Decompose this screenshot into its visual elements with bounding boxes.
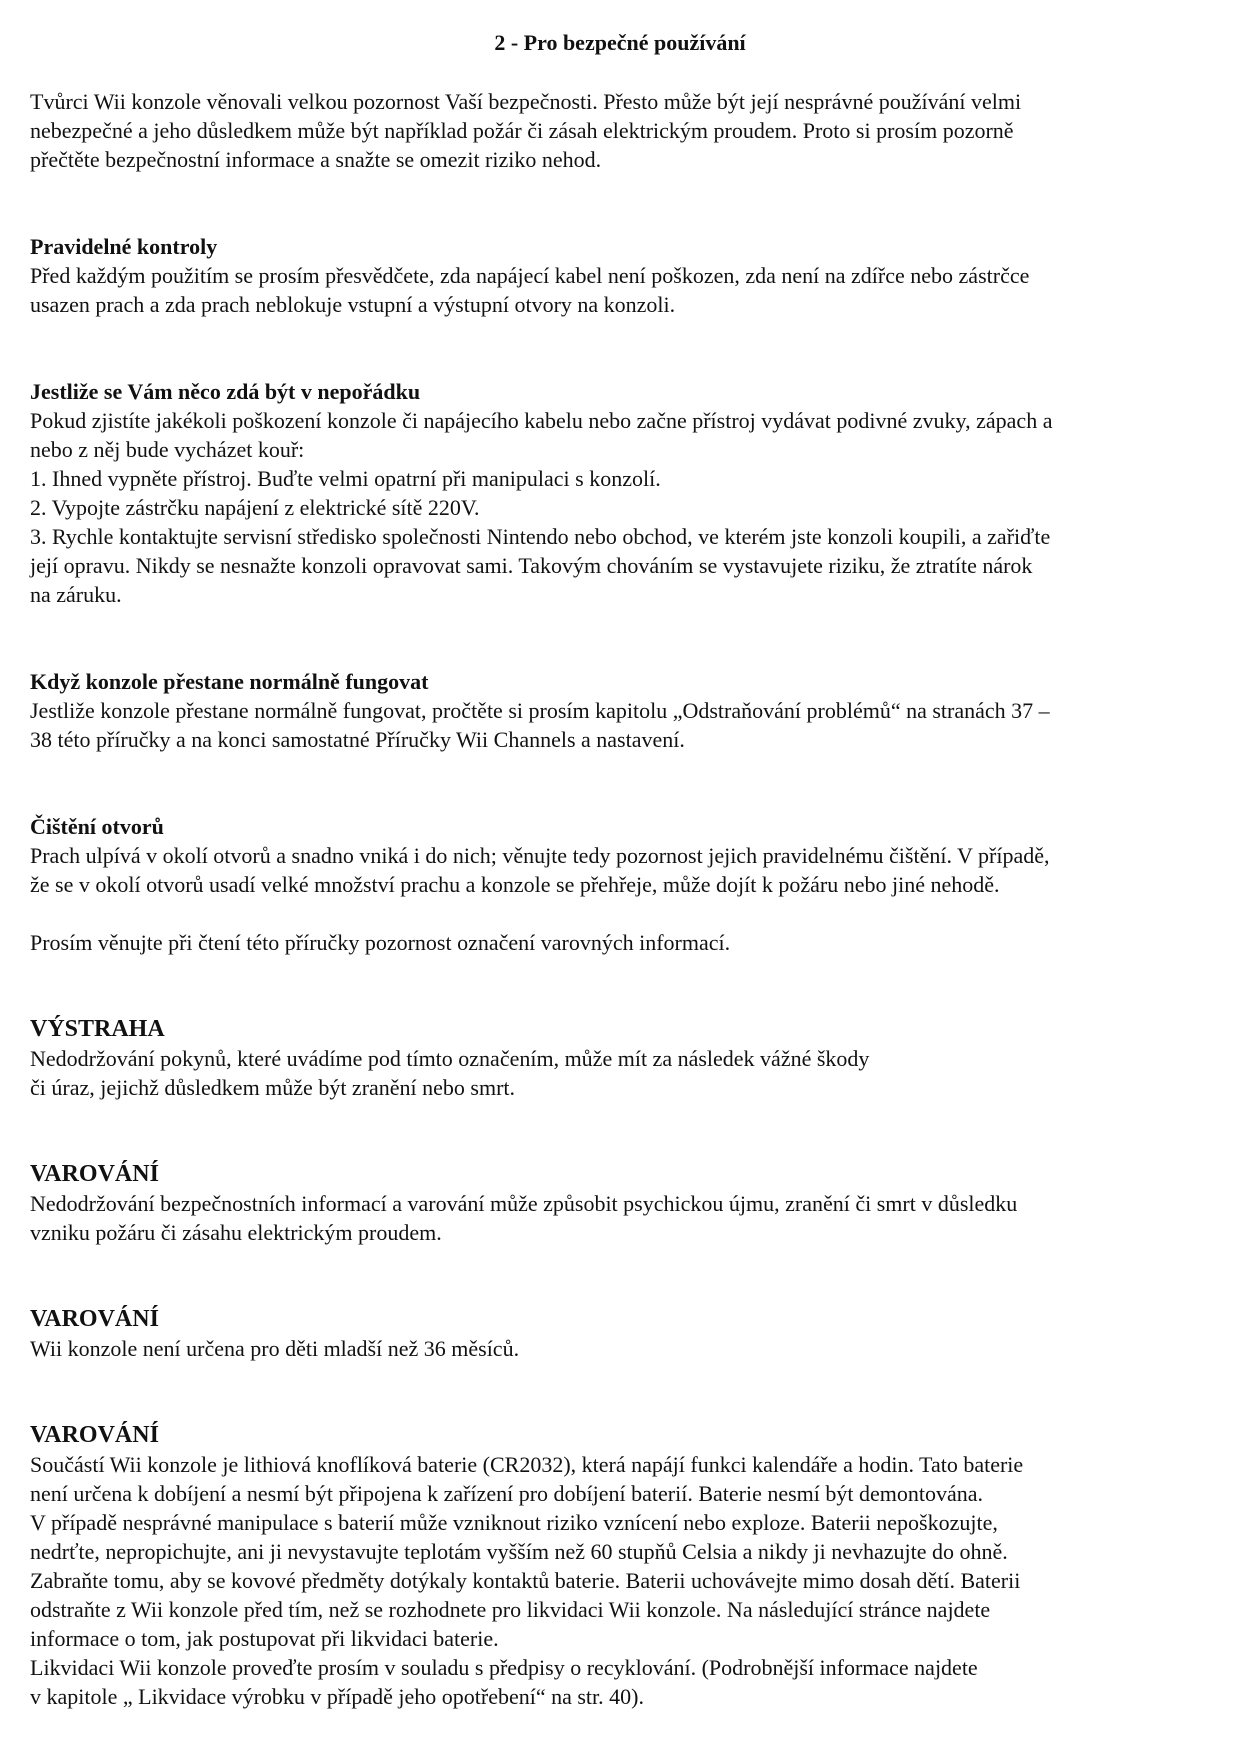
section-line: nebo z něj bude vycházet kouř: — [30, 437, 305, 462]
section-heading: Když konzole přestane normálně fungovat — [30, 669, 429, 694]
section-heading: Čištění otvorů — [30, 814, 164, 839]
intro-paragraph — [30, 87, 1210, 174]
section-line: Pokud zjistíte jakékoli poškození konzole či napájecího kabelu nebo začne přístroj vydávat podivné zvuky, zápach a — [30, 408, 1053, 433]
section-line: 2. Vypojte zástrčku napájení z elektrické sítě 220V. — [30, 495, 480, 520]
section-line: Jestliže konzole přestane normálně fungovat, pročtěte si prosím kapitolu „Odstraňování problémů“ na stranách 37 – — [30, 698, 1050, 723]
section-neporadek — [30, 377, 1210, 609]
section-heading: Jestliže se Vám něco zdá být v nepořádku — [30, 379, 421, 404]
section-line: Nedodržování pokynů, které uvádíme pod tímto označením, může mít za následek vážné škody — [30, 1046, 870, 1071]
section-fungovani — [30, 667, 1210, 754]
section-line: Wii konzole není určena pro děti mladší než 36 měsíců. — [30, 1336, 520, 1361]
section-line: nedrťte, nepropichujte, ani ji nevystavujte teplotám vyšším než 60 stupňů Celsia a nikdy ji nevhazujte do ohně. — [30, 1539, 1008, 1564]
section-line: vzniku požáru či zásahu elektrickým proudem. — [30, 1220, 442, 1245]
section-line: 38 této příručky a na konci samostatné Příručky Wii Channels a nastavení. — [30, 727, 685, 752]
section-line: na záruku. — [30, 582, 122, 607]
section-line: odstraňte z Wii konzole před tím, než se rozhodnete pro likvidaci Wii konzole. Na následující stránce najdete — [30, 1597, 991, 1622]
section-vystraha — [30, 1015, 1210, 1102]
section-varovani-2 — [30, 1305, 1210, 1363]
section-line: či úraz, jejichž důsledkem může být zranění nebo smrt. — [30, 1075, 516, 1100]
section-line: Likvidaci Wii konzole proveďte prosím v souladu s předpisy o recyklování. (Podrobnější informace najdete — [30, 1655, 978, 1680]
page-title: 2 - Pro bezpečné používání — [494, 30, 746, 55]
section-line: Součástí Wii konzole je lithiová knoflíková baterie (CR2032), která napájí funkci kalendáře a hodin. Tato baterie — [30, 1452, 1024, 1477]
warning-note: Prosím věnujte při čtení této příručky pozornost označení varovných informací. — [30, 930, 731, 955]
section-pravidelne-kontroly — [30, 232, 1210, 319]
section-heading: Pravidelné kontroly — [30, 234, 218, 259]
section-line: 1. Ihned vypněte přístroj. Buďte velmi opatrní při manipulaci s konzolí. — [30, 466, 661, 491]
section-line: Zabraňte tomu, aby se kovové předměty dotýkaly kontaktů baterie. Baterii uchovávejte mimo dosah dětí. Baterii — [30, 1568, 1021, 1593]
section-line: 3. Rychle kontaktujte servisní středisko společnosti Nintendo nebo obchod, ve kterém jste konzoli koupili, a zařiďte — [30, 524, 1051, 549]
section-heading: VAROVÁNÍ — [30, 1422, 159, 1448]
section-line: usazen prach a zda prach neblokuje vstupní a výstupní otvory na konzoli. — [30, 292, 676, 317]
section-heading: VÝSTRAHA — [30, 1016, 165, 1042]
intro-line: Tvůrci Wii konzole věnovali velkou pozornost Vaší bezpečnosti. Přesto může být její nesprávné používání velmi — [30, 89, 1022, 114]
section-varovani-1 — [30, 1160, 1210, 1247]
section-heading: VAROVÁNÍ — [30, 1161, 159, 1187]
section-varovani-3 — [30, 1421, 1210, 1711]
section-line: informace o tom, jak postupovat při likvidaci baterie. — [30, 1626, 499, 1651]
section-heading: VAROVÁNÍ — [30, 1306, 159, 1332]
section-line: Prach ulpívá v okolí otvorů a snadno vniká i do nich; věnujte tedy pozornost jejich pravidelnému čištění. V případě, — [30, 843, 1050, 868]
section-line: její opravu. Nikdy se nesnažte konzoli opravovat sami. Takovým chováním se vystavujete riziku, že ztratíte nárok — [30, 553, 1033, 578]
section-line: že se v okolí otvorů usadí velké množství prachu a konzole se přehřeje, může dojít k požáru nebo jiné nehodě. — [30, 872, 1000, 897]
section-line: Nedodržování bezpečnostních informací a varování může způsobit psychickou újmu, zranění či smrt v důsledku — [30, 1191, 1018, 1216]
section-line: není určena k dobíjení a nesmí být připojena k zařízení pro dobíjení baterií. Baterie nesmí být demontována. — [30, 1481, 984, 1506]
document-page — [30, 28, 1210, 1711]
intro-line: přečtěte bezpečnostní informace a snažte se omezit riziko nehod. — [30, 147, 602, 172]
section-cisteni-otvoru — [30, 812, 1210, 957]
intro-line: nebezpečné a jeho důsledkem může být například požár či zásah elektrickým proudem. Proto si prosím pozorně — [30, 118, 1014, 143]
section-line: V případě nesprávné manipulace s baterií může vzniknout riziko vznícení nebo exploze. Baterii nepoškozujte, — [30, 1510, 998, 1535]
section-line: Před každým použitím se prosím přesvědčete, zda napájecí kabel není poškozen, zda není na zdířce nebo zástrčce — [30, 263, 1030, 288]
section-line: v kapitole „ Likvidace výrobku v případě jeho opotřebení“ na str. 40). — [30, 1684, 644, 1709]
